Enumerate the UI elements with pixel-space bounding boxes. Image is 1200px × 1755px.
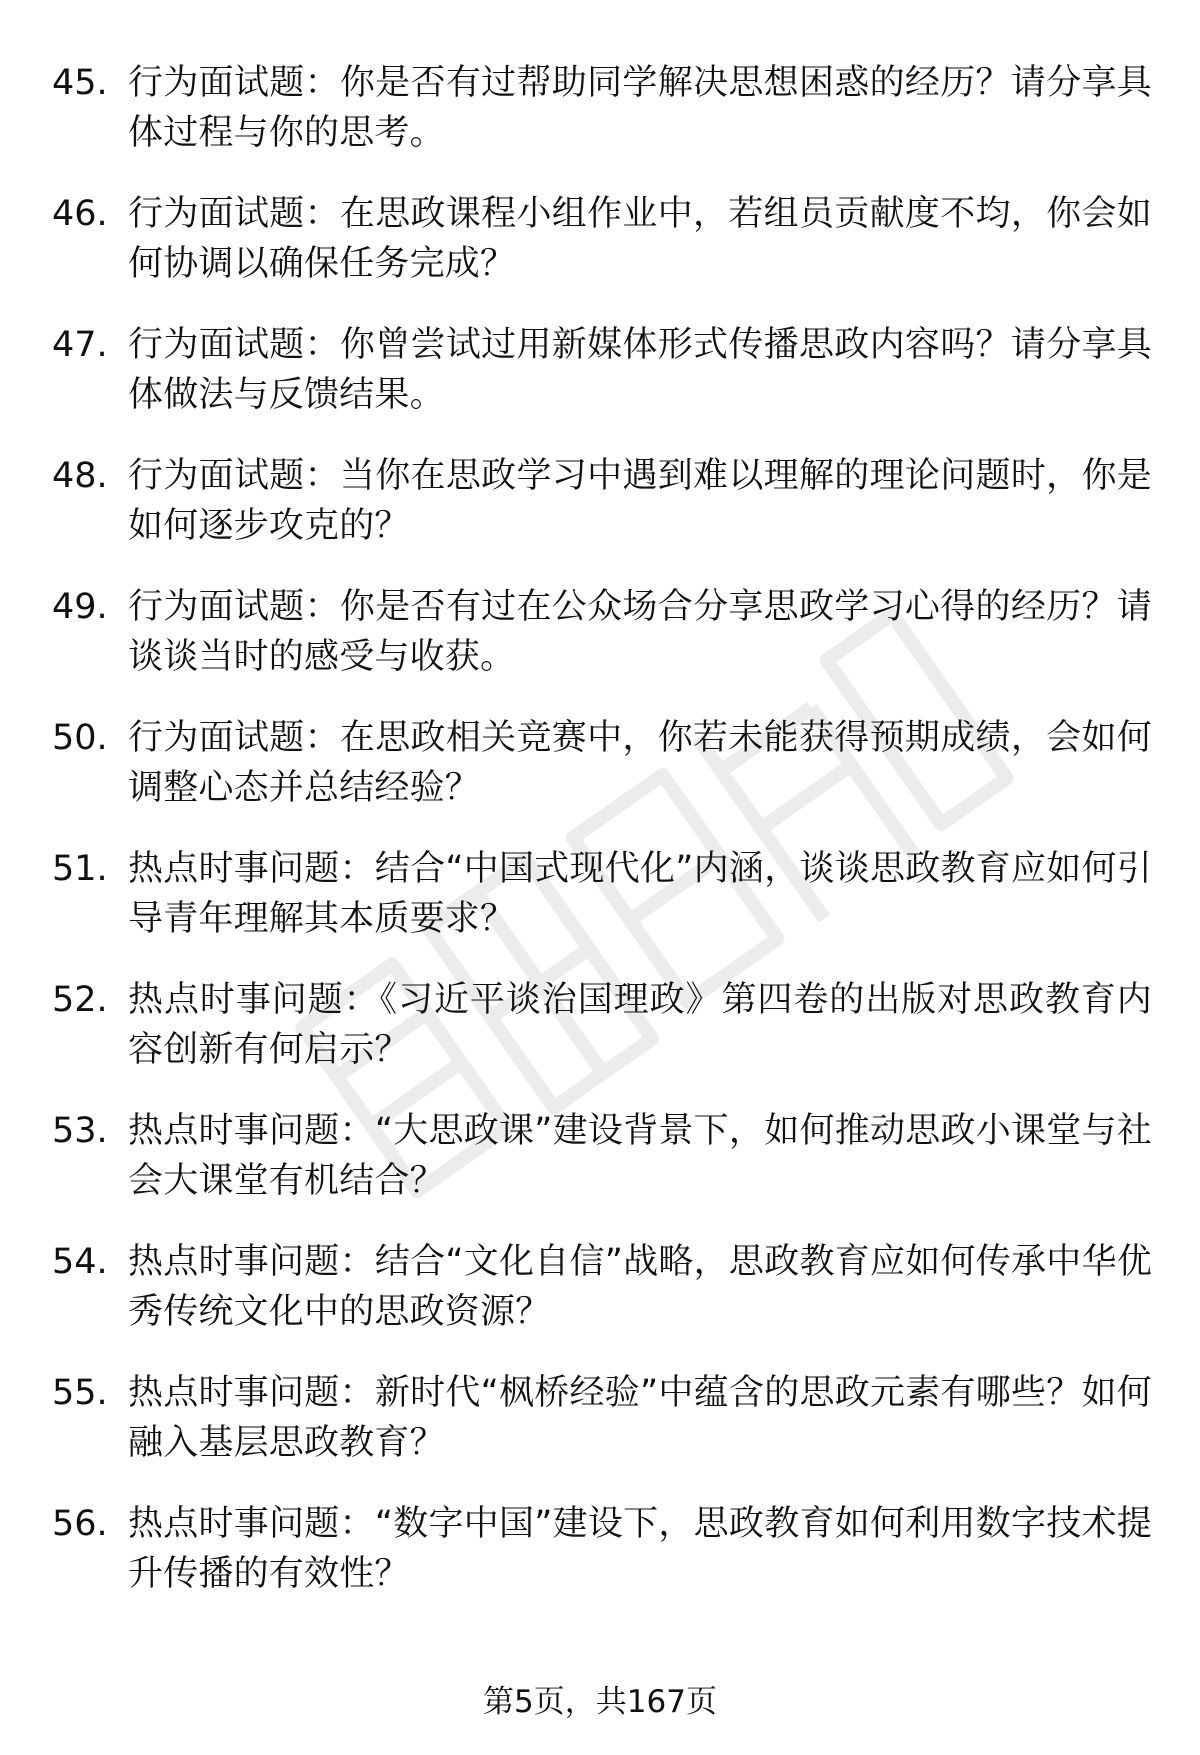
question-number: 46.: [52, 194, 108, 234]
list-item: [52, 320, 1152, 451]
list-item: [52, 975, 1152, 1106]
question-text: 行为面试题：在思政课程小组作业中，若组员贡献度不均，你会如何协调以确保任务完成？: [128, 194, 1152, 284]
question-number: 53.: [52, 1111, 108, 1151]
list-item: [52, 1368, 1152, 1499]
question-text: 热点时事问题：“大思政课”建设背景下，如何推动思政小课堂与社会大课堂有机结合？: [128, 1111, 1152, 1201]
list-item: [52, 1237, 1152, 1368]
question-number: 54.: [52, 1242, 108, 1282]
question-text: 行为面试题：当你在思政学习中遇到难以理解的理论问题时，你是如何逐步攻克的？: [128, 456, 1152, 546]
question-number: 45.: [52, 63, 108, 103]
list-item: [52, 451, 1152, 582]
question-number: 48.: [52, 456, 108, 496]
question-number: 50.: [52, 718, 108, 758]
question-number: 56.: [52, 1504, 108, 1544]
question-number: 47.: [52, 325, 108, 365]
list-item: [52, 1106, 1152, 1237]
question-text: 热点时事问题：《习近平谈治国理政》第四卷的出版对思政教育内容创新有何启示？: [128, 980, 1152, 1070]
question-text: 行为面试题：你是否有过帮助同学解决思想困惑的经历？请分享具体过程与你的思考。: [128, 63, 1152, 153]
question-text: 热点时事问题：“数字中国”建设下，思政教育如何利用数字技术提升传播的有效性？: [128, 1504, 1152, 1594]
page-footer: 第5页，共167页: [483, 1684, 717, 1720]
question-list: [52, 58, 1152, 1630]
list-item: [52, 1499, 1152, 1630]
list-item: [52, 713, 1152, 844]
list-item: [52, 189, 1152, 320]
list-item: [52, 582, 1152, 713]
question-number: 55.: [52, 1373, 108, 1413]
question-text: 热点时事问题：结合“文化自信”战略，思政教育应如何传承中华优秀传统文化中的思政资源？: [128, 1242, 1152, 1332]
question-number: 51.: [52, 849, 108, 889]
question-number: 49.: [52, 587, 108, 627]
list-item: [52, 844, 1152, 975]
list-item: [52, 58, 1152, 189]
question-text: 热点时事问题：新时代“枫桥经验”中蕴含的思政元素有哪些？如何融入基层思政教育？: [128, 1373, 1152, 1463]
question-text: 行为面试题：你曾尝试过用新媒体形式传播思政内容吗？请分享具体做法与反馈结果。: [128, 325, 1152, 415]
question-text: 行为面试题：在思政相关竞赛中，你若未能获得预期成绩，会如何调整心态并总结经验？: [128, 718, 1152, 808]
question-number: 52.: [52, 980, 108, 1020]
question-text: 行为面试题：你是否有过在公众场合分享思政学习心得的经历？请谈谈当时的感受与收获。: [128, 587, 1152, 677]
question-text: 热点时事问题：结合“中国式现代化”内涵，谈谈思政教育应如何引导青年理解其本质要求？: [128, 849, 1152, 939]
